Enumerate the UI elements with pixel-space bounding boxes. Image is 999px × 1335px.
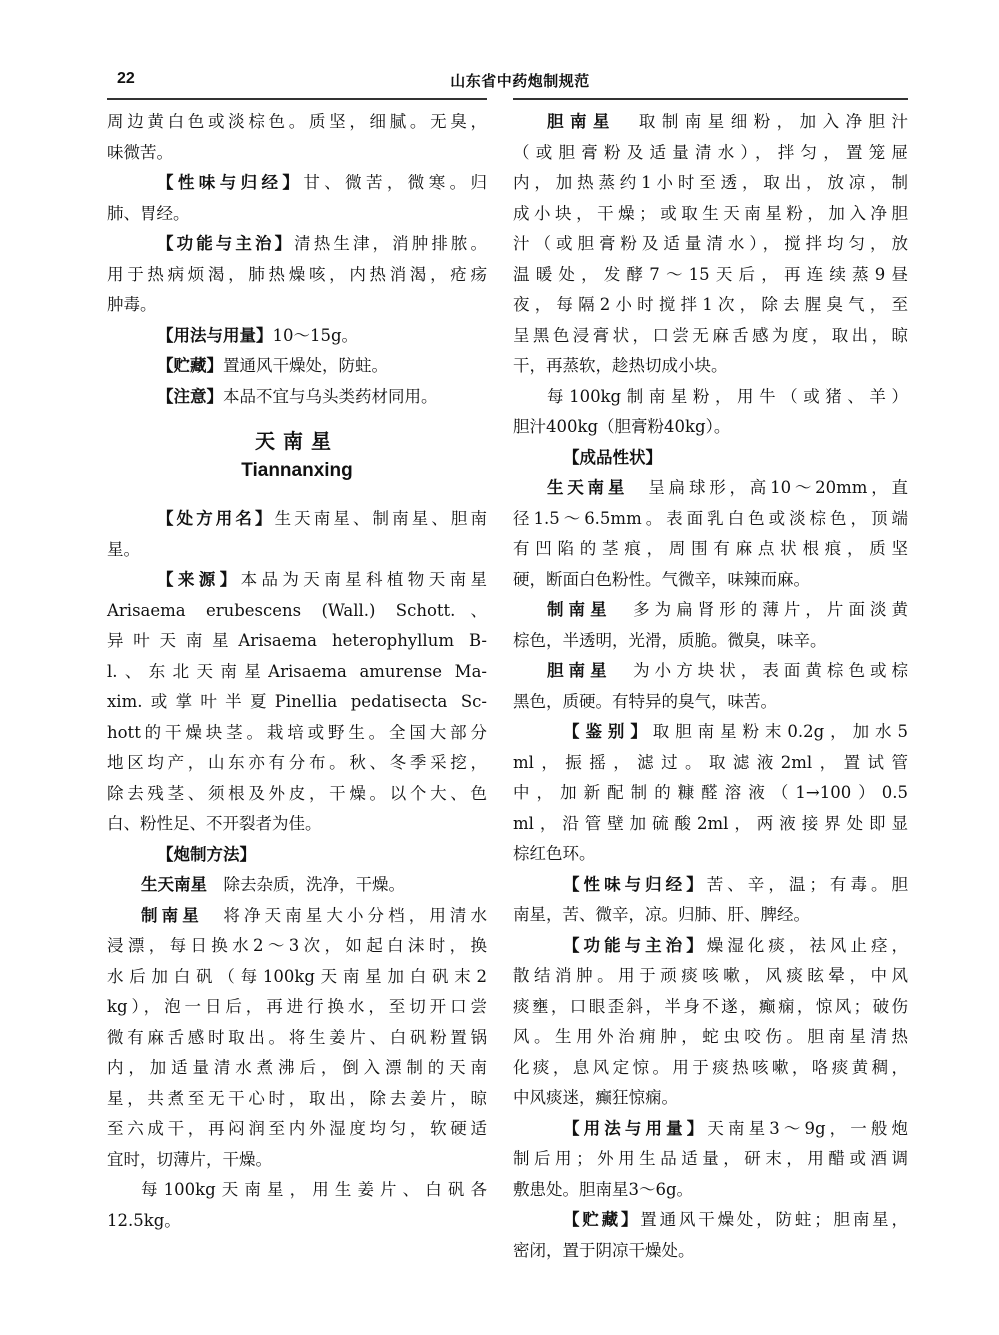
text-line: [107, 931, 487, 962]
text-line: [107, 718, 487, 749]
section-label: 制南星: [141, 905, 203, 925]
line-text: 痰壅，口眼歪斜，半身不遂，癫痫，惊风；破伤: [513, 996, 908, 1016]
product-description: [513, 473, 908, 595]
section: [513, 1205, 908, 1266]
line-text: 黑色，质硬。有特异的臭气，味苦。: [513, 691, 777, 711]
section-label: 【处方用名】: [157, 509, 275, 528]
right-column: [513, 107, 908, 1266]
line-text: l.、东北天南星Arisaema amurense Ma-: [107, 661, 487, 681]
text-line: [107, 1145, 487, 1176]
line-text: 棕色，半透明，光滑，质脆。微臭，味辛。: [513, 630, 827, 650]
section-label: 【用法与用量】: [157, 325, 273, 345]
line-text: 每100kg天南星，用生姜片、白矾各: [141, 1180, 487, 1199]
text-line: [107, 1053, 487, 1084]
line-text: 风。生用外治痈肿，蛇虫咬伤。胆南星清热: [513, 1027, 908, 1046]
text-line: [513, 565, 908, 596]
text-line: [107, 596, 487, 627]
line-text: 苦、辛，温；有毒。胆: [706, 874, 908, 894]
section-label: 【功能与主治】: [157, 234, 295, 253]
section-label: 【贮藏】: [157, 356, 223, 375]
section: [107, 565, 487, 840]
line-text: 生天南星、制南星、胆南: [274, 509, 487, 528]
line-text: 制后用；外用生品适量，研末，用醋或酒调: [513, 1149, 908, 1168]
text-line: [107, 748, 487, 779]
section-label: 【用法与用量】: [563, 1118, 708, 1138]
section: [107, 229, 487, 321]
section-label: 【鉴别】: [563, 722, 653, 741]
line-text: 内，加适量清水煮沸后，倒入漂制的天南: [107, 1058, 487, 1077]
text-line: [513, 870, 908, 901]
section-label: 【成品性状】: [563, 447, 662, 467]
line-text: 12.5kg。: [107, 1210, 181, 1230]
text-line: [513, 351, 908, 382]
text-line: [513, 900, 908, 931]
text-line: [107, 901, 487, 932]
text-line: [107, 168, 487, 199]
text-line: [107, 992, 487, 1023]
line-text: 置通风干燥处，防蛀。: [223, 356, 388, 375]
line-text: 汁（或胆膏粉及适量清水），搅拌均匀，放: [513, 234, 908, 253]
processing-method: [107, 901, 487, 1176]
text-line: [107, 962, 487, 993]
text-line: [513, 1236, 908, 1267]
line-text: 白、粉性足、不开裂者为佳。: [107, 814, 322, 833]
section-label: 【性味与归经】: [157, 173, 304, 192]
line-text: xim.或掌叶半夏Pinellia pedatisecta Sc-: [107, 692, 487, 711]
line-text: 水后加白矾（每100kg天南星加白矾末2: [107, 966, 487, 986]
text-line: [513, 778, 908, 809]
text-line: [513, 839, 908, 870]
processing-method: [513, 107, 908, 382]
line-text: 10～15g。: [272, 325, 359, 345]
text-line: [107, 779, 487, 810]
line-text: 本品为天南星科植物天南星: [240, 570, 488, 589]
line-text: 为小方块状，表面黄棕色或棕: [611, 661, 908, 680]
line-text: 取胆南星粉末0.2g，加水5: [652, 722, 909, 741]
left-column: [107, 107, 487, 1236]
line-text: 棕红色环。: [513, 844, 596, 863]
section: [513, 870, 908, 931]
section: [107, 504, 487, 565]
section-label: 生天南星: [141, 875, 207, 894]
line-text: 取制南星细粉，加入净胆汁: [615, 112, 909, 131]
line-text: 中风痰迷，癫狂惊痫。: [513, 1088, 678, 1107]
line-text: 肿毒。: [107, 295, 157, 314]
text-line: [107, 199, 487, 230]
line-text: kg），泡一日后，再进行换水，至切开口尝: [107, 997, 487, 1016]
text-line: [513, 717, 908, 748]
text-line: [513, 1114, 908, 1145]
text-line: [107, 138, 487, 169]
line-text: 敷患处。胆南星3～6g。: [513, 1179, 694, 1199]
section: [107, 168, 487, 229]
line-text: 燥湿化痰，祛风止痉，: [706, 935, 908, 955]
line-text: 呈黑色浸膏状，口尝无麻舌感为度，取出，晾: [513, 325, 908, 345]
line-text: 中，加新配制的糠醛溶液（1→100）0.5: [513, 783, 908, 802]
line-text: 置通风干燥处，防蛀；胆南星，: [640, 1210, 909, 1229]
text-line: [513, 473, 908, 504]
section-label: 【功能与主治】: [563, 935, 707, 955]
text-line: [107, 321, 487, 352]
line-text: 有凹陷的茎痕，周围有麻点状根痕，质坚: [513, 539, 908, 558]
line-text: 将净天南星大小分档，用清水: [202, 905, 487, 925]
text-line: [107, 840, 487, 871]
line-text: 径1.5～6.5mm。表面乳白色或淡棕色，顶端: [513, 508, 908, 528]
text-line: [107, 229, 487, 260]
text-line: [513, 321, 908, 352]
line-text: 夜，每隔2小时搅拌1次，除去腥臭气，至: [513, 295, 908, 314]
line-text: 密闭，置于阴凉干燥处。: [513, 1240, 695, 1260]
text-line: [107, 565, 487, 596]
text-line: [513, 168, 908, 199]
line-text: 硬，断面白色粉性。气微辛，味辣而麻。: [513, 569, 810, 589]
header-rule-right: [513, 98, 908, 100]
text-line: [513, 290, 908, 321]
text-line: [513, 504, 908, 535]
processing-method: [107, 1175, 487, 1236]
text-line: [107, 687, 487, 718]
text-line: [513, 687, 908, 718]
section-label: 胆南星: [547, 112, 616, 131]
text-line: [513, 809, 908, 840]
text-line: [107, 657, 487, 688]
section-label: 胆南星: [547, 661, 612, 680]
line-text: ml，沿管壁加硫酸2ml，两液接界处即显: [513, 813, 908, 833]
section: [107, 840, 487, 871]
header-rule-left: [107, 98, 487, 100]
text-line: [107, 1206, 487, 1237]
section-label: 制南星: [547, 600, 612, 619]
text-line: [513, 534, 908, 565]
text-line: [107, 382, 487, 413]
text-line: [107, 535, 487, 566]
line-text: hott的干燥块茎。栽培或野生。全国大部分: [107, 722, 487, 742]
text-line: [107, 260, 487, 291]
section-label: 【贮藏】: [563, 1210, 641, 1229]
line-text: 星。: [107, 539, 140, 559]
line-text: 每100kg制南星粉，用牛（或猪、羊）: [547, 386, 908, 406]
text-line: [107, 1114, 487, 1145]
text-line: [107, 1084, 487, 1115]
line-text: 胆汁400kg（胆膏粉40kg）。: [513, 417, 731, 436]
section-label: 【注意】: [157, 386, 223, 406]
text-line: [513, 412, 908, 443]
line-text: Arisaema erubescens (Wall.) Schott.、: [107, 600, 487, 620]
line-text: 微有麻舌感时取出。将生姜片、白矾粉置锅: [107, 1027, 487, 1047]
line-text: 南星，苦、微辛，凉。归肺、肝、脾经。: [513, 905, 810, 924]
line-text: 除去残茎、须根及外皮，干燥。以个大、色: [107, 783, 487, 803]
line-text: 化痰，息风定惊。用于痰热咳嗽，咯痰黄稠，: [513, 1057, 908, 1077]
line-text: 温暖处，发酵7～15天后，再连续蒸9昼: [513, 264, 908, 284]
section: [107, 382, 487, 413]
text-line: [513, 229, 908, 260]
section: [513, 1114, 908, 1206]
line-text: ml，振摇，滤过。取滤液2ml，置试管: [513, 752, 908, 772]
text-line: [513, 138, 908, 169]
text-line: [513, 443, 908, 474]
line-text: 用于热病烦渴，肺热燥咳，内热消渴，疮疡: [107, 264, 487, 284]
text-line: [107, 1023, 487, 1054]
text-line: [513, 1175, 908, 1206]
line-text: 清热生津，消肿排脓。: [294, 234, 487, 253]
text-line: [107, 1175, 487, 1206]
text-line: [513, 626, 908, 657]
line-text: 散结消肿。用于顽痰咳嗽，风痰眩晕，中风: [513, 966, 908, 985]
line-text: 宜时，切薄片，干燥。: [107, 1149, 272, 1169]
text-line: [513, 1144, 908, 1175]
section: [107, 321, 487, 352]
line-text: 干，再蒸软，趁热切成小块。: [513, 356, 728, 375]
text-line: [513, 656, 908, 687]
processing-method: [513, 382, 908, 443]
line-text: 至六成干，再闷润至内外湿度均匀，软硬适: [107, 1119, 487, 1138]
section: [513, 717, 908, 870]
line-text: 除去杂质，洗净，干燥。: [207, 875, 405, 894]
text-line: [513, 107, 908, 138]
section: [513, 931, 908, 1114]
entry-title-en: Tiannanxing: [241, 460, 353, 481]
text-line: [107, 351, 487, 382]
text-line: [513, 260, 908, 291]
section-label: 生天南星: [547, 478, 629, 497]
text-line: [107, 870, 487, 901]
text-line: [107, 626, 487, 657]
page-number: 22: [117, 70, 135, 87]
line-text: 异叶天南星Arisaema heterophyllum B-: [107, 631, 487, 650]
text-line: [513, 382, 908, 413]
processing-method: [107, 870, 487, 901]
text-line: [513, 992, 908, 1023]
line-text: 呈扁球形，高10～20mm，直: [628, 478, 908, 497]
continued-paragraph: [107, 107, 487, 168]
text-line: [513, 748, 908, 779]
section-label: 【性味与归经】: [563, 874, 707, 894]
text-line: [513, 199, 908, 230]
line-text: 甘、微苦，微寒。归: [303, 173, 488, 192]
line-text: 内，加热蒸约1小时至透，取出，放凉，制: [513, 173, 908, 192]
text-line: [513, 931, 908, 962]
line-text: 本品不宜与乌头类药材同用。: [223, 386, 438, 406]
text-line: [513, 1053, 908, 1084]
section: [107, 351, 487, 382]
text-line: [107, 290, 487, 321]
product-description: [513, 595, 908, 656]
text-line: [513, 961, 908, 992]
text-line: [107, 504, 487, 535]
section: [513, 443, 908, 474]
running-title: 山东省中药炮制规范: [450, 72, 590, 90]
text-line: [513, 595, 908, 626]
text-line: [107, 107, 487, 138]
text-line: [513, 1205, 908, 1236]
line-text: 浸漂，每日换水2～3次，如起白沫时，换: [107, 936, 487, 955]
section-label: 【炮制方法】: [157, 844, 256, 864]
entry-title-cn: 天南星: [255, 429, 339, 453]
line-text: 星，共煮至无干心时，取出，除去姜片，晾: [107, 1088, 487, 1108]
line-text: 天南星3～9g，一般炮: [707, 1118, 909, 1138]
line-text: （或胆膏粉及适量清水），拌匀，置笼屉: [513, 142, 908, 162]
text-line: [107, 809, 487, 840]
product-description: [513, 656, 908, 717]
line-text: 成小块，干燥；或取生天南星粉，加入净胆: [513, 203, 908, 223]
text-line: [513, 1083, 908, 1114]
text-line: [513, 1022, 908, 1053]
section-label: 【来源】: [157, 570, 241, 589]
line-text: 周边黄白色或淡棕色。质坚，细腻。无臭，: [107, 112, 487, 131]
line-text: 多为扁肾形的薄片，片面淡黄: [611, 600, 908, 619]
line-text: 味微苦。: [107, 142, 173, 162]
line-text: 肺、胃经。: [107, 203, 190, 223]
line-text: 地区均产，山东亦有分布。秋、冬季采挖，: [107, 753, 487, 772]
